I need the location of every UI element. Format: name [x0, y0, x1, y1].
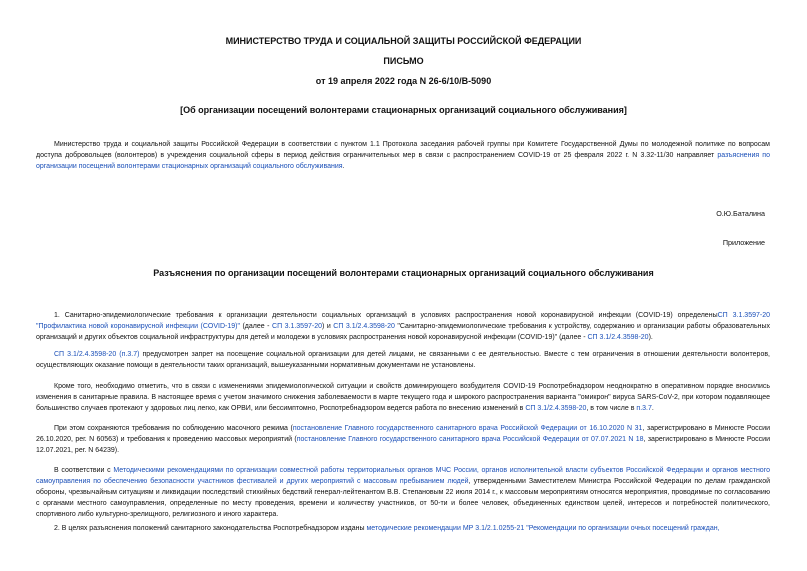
resolution-18-link[interactable]: постановление Главного государственного санитарного врача Российской Федерации от 07.07.2021 N 18: [296, 436, 644, 443]
mchs-recommendations-link[interactable]: Методическими рекомендациями по организации совместной работы территориальных органов МЧС России, органов исполнительной власти субъектов Российской Федерации и органов местного самоуправления по обеспечению безопасности участников фестивалей и других мероприятий с массовым пребыванием людей: [36, 467, 770, 485]
document-subject: [Об организации посещений волонтерами стационарных организаций социального обслуживания]: [180, 105, 627, 115]
sp-3598-amend-link[interactable]: СП 3.1/2.4.3598-20: [525, 405, 587, 412]
p1-text-1: 1. Санитарно-эпидемиологические требования к организации деятельности социальных организаций в условиях распространения новой коронавирусной инфекции (COVID-19) определены: [54, 312, 718, 319]
paragraph-4: [36, 423, 770, 456]
p3-text-2: , в том числе в: [586, 405, 637, 412]
p4-text-2: , зарегистрировано в Минюсте России 26.10.2020, рег. N 60563) и требования к проведению массовых мероприятий (: [36, 425, 770, 443]
p1-text-3: ) и: [321, 323, 334, 330]
paragraph-5: [36, 465, 770, 520]
p37-link[interactable]: п.3.7: [636, 405, 652, 412]
resolution-31-link[interactable]: постановление Главного государственного санитарного врача Российской Федерации от 16.10.2020 N 31: [292, 425, 643, 432]
p1-text-2: (далее -: [239, 323, 273, 330]
p3-text-3: .: [651, 405, 654, 412]
sp-3598-link[interactable]: СП 3.1/2.4.3598-20: [333, 323, 395, 330]
sp-3597-link[interactable]: СП 3.1.3597-20 "Профилактика новой коронавирусной инфекции (COVID-19)": [36, 312, 770, 330]
appendix-label: Приложение: [722, 238, 765, 247]
document-date-number: от 19 апреля 2022 года N 26-6/10/В-5090: [315, 76, 492, 86]
p1-text-5: ).: [648, 334, 653, 341]
p5-text-2: , утвержденными Заместителем Министра Российской Федерации по делам гражданской обороны, чрезвычайным ситуациям и ликвидации последствий стихийных бедствий генерал-лейтенантом В.В. Степановым 22 июля 2014 г., к массовым мероприятиям относятся мероприятия, проводимые по согласованию с органами местного самоуправления, определенные по месту проведения, времени и количеству участников, от 50-ти и более человек, объединенных единством целей, интересов и потребностей политического, спортивного либо культурно-зрелищного, религиозного и иного характера.: [36, 478, 770, 518]
mr-0255-link[interactable]: методические рекомендации МР 3.1/2.1.0255-21 "Рекомендации по организации очных посещений граждан,: [366, 525, 720, 532]
paragraph-2: [36, 349, 770, 371]
p3-text-1: Кроме того, необходимо отметить, что в связи с изменениями эпидемиологической ситуации и свойств доминирующего возбудителя COVID-19 Роспотребнадзором неоднократно в оперативном порядке вносились изменения в санитарные правила. В настоящее время с учетом значимого снижения заболеваемости в марте текущего года и широкого распространения варианта "омикрон" вируса SARS-CoV-2, при котором подавляющее большинство случаев протекают у здоровых лиц легко, как ОРВИ, или бессимптомно, Роспотребнадзором ведется работа по внесению изменений в: [36, 383, 770, 412]
intro-end: .: [342, 163, 345, 170]
p4-text-1: При этом сохраняются требования по соблюдению масочного режима (: [54, 425, 293, 432]
clarifications-link[interactable]: разъяснения по организации посещений волонтерами стационарных организаций социального обслуживания: [36, 152, 770, 170]
p6-text-1: 2. В целях разъяснения положений санитарного законодательства Роспотребнадзором изданы: [54, 525, 367, 532]
p5-text-1: В соответствии с: [54, 467, 114, 474]
sp-3597-short-link[interactable]: СП 3.1.3597-20: [272, 323, 322, 330]
paragraph-6: [36, 523, 770, 534]
ministry-header: МИНИСТЕРСТВО ТРУДА И СОЦИАЛЬНОЙ ЗАЩИТЫ РОССИЙСКОЙ ФЕДЕРАЦИИ: [225, 36, 582, 46]
p1-text-4: "Санитарно-эпидемиологические требования к устройству, содержанию и организации работы образовательных организаций и других объектов социальной инфраструктуры для детей и молодежи в условиях распространения новой коронавирусной инфекции (COVID-19)" (далее -: [36, 323, 770, 341]
signature: О.Ю.Баталина: [716, 209, 765, 218]
intro-text: Министерство труда и социальной защиты Российской Федерации в соответствии с пунктом 1.1 Протокола заседания рабочей группы при Комитете Государственной Думы по молодежной политике по вопросам доступа добровольцев (волонтеров) в учреждения социальной сферы в период действия ограничительных мер в связи с распространением COVID-19 от 25 февраля 2022 г. N 3.32-11/30 направляет: [36, 141, 770, 159]
paragraph-3: [36, 381, 770, 414]
appendix-title: Разъяснения по организации посещений волонтерами стационарных организаций социального обслуживания: [153, 268, 654, 278]
document-type: ПИСЬМО: [383, 56, 424, 66]
p4-text-3: , зарегистрировано в Минюсте России 12.07.2021, рег. N 64239).: [36, 436, 770, 454]
sp-3598-p37-link[interactable]: СП 3.1/2.4.3598-20 (п.3.7): [54, 351, 140, 358]
sp-3598-short-link[interactable]: СП 3.1/2.4.3598-20: [587, 334, 649, 341]
intro-paragraph: [36, 139, 770, 172]
paragraph-1: [36, 310, 770, 343]
p2-text-1: предусмотрен запрет на посещение социальной организации для детей лицами, не связанными с ее деятельностью. Вместе с тем ограничения в отношении деятельности волонтеров, осуществляющих оказание помощи в деятельности таких организаций, вышеуказанными нормативным документами не установлены.: [36, 351, 771, 369]
